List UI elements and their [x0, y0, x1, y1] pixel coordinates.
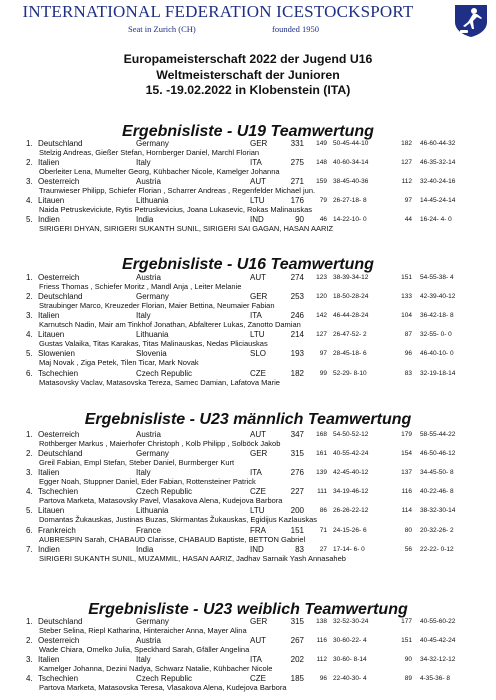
result-sets2: 46-40-10- 0 — [420, 350, 454, 358]
icestock-player-logo-icon — [452, 2, 490, 38]
result-team: Italien — [38, 655, 60, 665]
result-names: Naida Petruskeviciute, Rytis Petruskevicius, Joana Lukasevic, Rokas Malinauskas — [39, 205, 313, 215]
result-code: AUT — [250, 177, 266, 187]
result-rank: 5. — [26, 215, 33, 225]
table-row — [0, 449, 496, 469]
result-team: Slowenien — [38, 349, 75, 359]
result-team: Frankreich — [38, 525, 76, 535]
result-eng: France — [136, 525, 161, 535]
table-row — [0, 177, 496, 197]
table-row — [0, 545, 496, 565]
result-code: GER — [250, 449, 268, 459]
result-tot: 127 — [316, 331, 327, 339]
result-eng: Czech Republic — [136, 487, 193, 497]
table-row — [0, 506, 496, 526]
result-sets2: 16-24- 4- 0 — [420, 216, 452, 224]
result-names: Matasovsky Vaclav, Matasovska Tereza, Samec Damian, Lafatova Marie — [39, 377, 280, 387]
result-rank: 1. — [26, 139, 33, 148]
result-sets2: 32-40-24-16 — [420, 178, 456, 186]
result-rank: 1. — [26, 273, 33, 282]
result-tot2: 137 — [401, 469, 412, 477]
result-sets: 38-45-40-36 — [333, 178, 369, 186]
result-sets: 46-44-28-24 — [333, 312, 369, 320]
federation-seat: Seat in Zurich (CH) — [128, 24, 196, 34]
result-eng: India — [136, 215, 154, 225]
result-code: AUT — [250, 273, 266, 282]
result-rank: 4. — [26, 487, 33, 497]
result-pts: 83 — [295, 544, 304, 554]
result-eng: Lithuania — [136, 506, 169, 516]
result-pts: 274 — [290, 273, 304, 282]
result-names: Stelzig Andreas, Gießer Stefan, Hornberger Daniel, Marchl Florian — [39, 148, 260, 157]
result-pts: 202 — [290, 655, 304, 665]
result-tot: 112 — [316, 656, 327, 664]
result-names: Egger Noah, Stuppner Daniel, Eder Fabian, Rottensteiner Patrick — [39, 477, 256, 487]
result-sets: 32-52-30-24 — [333, 618, 369, 625]
result-sets2: 46-50-46-12 — [420, 450, 456, 458]
result-code: LTU — [250, 196, 265, 206]
result-team: Deutschland — [38, 617, 83, 626]
result-sets: 38-39-34-12 — [333, 274, 369, 281]
result-pts: 193 — [290, 349, 304, 359]
table-row — [0, 617, 496, 637]
result-team: Italien — [38, 468, 60, 478]
result-tot2: 116 — [401, 488, 412, 496]
result-names: SIRIGERI DHYAN, SIRIGERI SUKANTH SUNIL, SIRIGERI SAI GAGAN, HASAN AARIZ — [39, 224, 334, 234]
result-sets2: 40-55-60-22 — [420, 618, 456, 625]
result-tot: 148 — [316, 159, 327, 167]
result-eng: Slovenia — [136, 349, 167, 359]
result-sets: 18-50-28-24 — [333, 293, 369, 301]
result-sets2: 34-45-50- 8 — [420, 469, 454, 477]
result-tot: 149 — [316, 140, 327, 147]
result-code: IND — [250, 215, 264, 225]
result-tot: 161 — [316, 450, 327, 458]
result-eng: Italy — [136, 468, 151, 478]
result-code: GER — [250, 292, 268, 302]
result-tot2: 179 — [401, 431, 412, 438]
result-rank: 3. — [26, 468, 33, 478]
result-pts: 253 — [290, 292, 304, 302]
result-rank: 3. — [26, 177, 33, 187]
result-sets2: 34-32-12-12 — [420, 656, 456, 664]
result-names: AUBRESPIN Sarah, CHABAUD Clarisse, CHABAUD Baptiste, BETTON Gabriel — [39, 534, 306, 544]
result-sets2: 32-55- 0- 0 — [420, 331, 452, 339]
table-row — [0, 349, 496, 369]
result-team: Tschechien — [38, 487, 79, 497]
result-sets: 30-60-22- 4 — [333, 637, 367, 645]
result-pts: 347 — [290, 430, 304, 439]
result-tot2: 104 — [401, 312, 412, 320]
result-pts: 267 — [290, 636, 304, 646]
result-code: CZE — [250, 487, 266, 497]
result-eng: Lithuania — [136, 330, 169, 340]
result-team: Litauen — [38, 506, 65, 516]
result-team: Indien — [38, 544, 60, 554]
result-sets: 52-29- 8-10 — [333, 369, 367, 377]
table-row — [0, 636, 496, 656]
table-row — [0, 330, 496, 350]
result-team: Deutschland — [38, 292, 83, 302]
result-tot2: 44 — [404, 216, 412, 224]
result-pts: 331 — [290, 139, 304, 148]
result-tot2: 112 — [401, 178, 412, 186]
result-rank: 4. — [26, 196, 33, 206]
result-sets2: 20-32-26- 2 — [420, 526, 454, 534]
table-row — [0, 369, 496, 389]
result-sets2: 40-45-42-24 — [420, 637, 456, 645]
section-title: Ergebnisliste - U16 Teamwertung — [122, 256, 374, 273]
result-pts: 90 — [295, 215, 304, 225]
result-tot: 116 — [316, 637, 327, 645]
result-tot2: 114 — [401, 507, 412, 515]
result-sets: 26-26-22-12 — [333, 507, 369, 515]
table-row — [0, 430, 496, 450]
result-rank: 2. — [26, 292, 33, 302]
result-sets2: 54-55-38- 4 — [420, 274, 454, 281]
result-tot: 79 — [319, 197, 327, 205]
result-pts: 271 — [290, 177, 304, 187]
result-sets: 54-50-52-12 — [333, 431, 369, 438]
result-eng: India — [136, 544, 154, 554]
result-team: Oesterreich — [38, 636, 80, 646]
result-names: Partova Marketa, Matasovska Teresa, Vlasakova Alena, Kudejova Barbora — [39, 683, 287, 693]
result-tot: 86 — [319, 507, 327, 515]
result-pts: 315 — [290, 449, 304, 459]
result-sets2: 22-22- 0-12 — [420, 545, 454, 553]
table-row — [0, 196, 496, 216]
result-tot2: 151 — [401, 637, 412, 645]
result-tot2: 182 — [401, 140, 412, 147]
table-row — [0, 215, 496, 235]
result-sets2: 32-19-18-14 — [420, 369, 456, 377]
result-pts: 182 — [290, 368, 304, 378]
result-eng: Germany — [136, 449, 169, 459]
result-eng: Austria — [136, 636, 161, 646]
table-row — [0, 273, 496, 293]
result-sets: 28-45-18- 6 — [333, 350, 367, 358]
result-sets2: 14-45-24-14 — [420, 197, 456, 205]
result-names: Partova Marketa, Matasovsky Pavel, Vlasakova Alena, Kudejova Barbora — [39, 496, 283, 506]
result-tot: 99 — [319, 369, 327, 377]
result-team: Deutschland — [38, 449, 83, 459]
result-eng: Germany — [136, 617, 169, 626]
result-tot2: 87 — [404, 331, 412, 339]
result-sets2: 42-39-40-12 — [420, 293, 456, 301]
result-sets2: 4-35-36- 8 — [420, 675, 450, 683]
result-team: Deutschland — [38, 139, 83, 148]
result-sets2: 38-32-30-14 — [420, 507, 456, 515]
event-titles — [0, 52, 496, 99]
federation-name: INTERNATIONAL FEDERATION ICESTOCKSPORT — [22, 2, 414, 21]
result-team: Oesterreich — [38, 177, 80, 187]
result-code: GER — [250, 139, 268, 148]
result-tot: 142 — [316, 312, 327, 320]
table-row — [0, 655, 496, 675]
result-sets: 30-60- 8-14 — [333, 656, 367, 664]
result-sets2: 58-55-44-22 — [420, 431, 456, 438]
result-pts: 151 — [290, 525, 304, 535]
result-team: Litauen — [38, 196, 65, 206]
result-code: ITA — [250, 468, 262, 478]
result-names: Wade Chiara, Omelko Julia, Speckhard Sarah, Gfäller Angelina — [39, 645, 250, 655]
result-code: CZE — [250, 368, 266, 378]
result-rank: 1. — [26, 430, 33, 439]
result-tot: 139 — [316, 469, 327, 477]
result-team: Oesterreich — [38, 273, 80, 282]
result-code: FRA — [250, 525, 266, 535]
result-tot2: 96 — [404, 350, 412, 358]
result-code: IND — [250, 544, 264, 554]
result-tot: 159 — [316, 178, 327, 186]
result-code: ITA — [250, 311, 262, 321]
result-tot2: 83 — [404, 369, 412, 377]
table-row — [0, 468, 496, 488]
result-code: SLO — [250, 349, 267, 359]
result-sets: 40-60-34-14 — [333, 159, 369, 167]
result-eng: Lithuania — [136, 196, 169, 206]
result-sets: 26-47-52- 2 — [333, 331, 367, 339]
result-sets: 24-15-26- 6 — [333, 526, 367, 534]
result-tot2: 90 — [404, 656, 412, 664]
result-sets2: 40-22-46- 8 — [420, 488, 454, 496]
result-rank: 1. — [26, 617, 33, 626]
result-names: Steber Selina, Riepl Katharina, Hinteraicher Anna, Mayer Alina — [39, 626, 247, 635]
result-tot: 123 — [316, 274, 327, 281]
result-sets: 50-45-44-10 — [333, 140, 369, 147]
result-tot: 97 — [319, 350, 327, 358]
result-team: Oesterreich — [38, 430, 80, 439]
result-tot2: 133 — [401, 293, 412, 301]
result-rank: 5. — [26, 506, 33, 516]
result-eng: Italy — [136, 655, 151, 665]
section-title: Ergebnisliste - U23 männlich Teamwertung — [84, 411, 412, 428]
result-team: Litauen — [38, 330, 65, 340]
federation-founded: founded 1950 — [272, 24, 319, 34]
result-code: ITA — [250, 655, 262, 665]
result-names: Domantas Žukauskas, Justinas Buzas, Skirmantas Žukauskas, Egidijus Kazlauskas — [39, 515, 318, 525]
result-names: Traunwieser Philipp, Schiefer Florian , Scharrer Andreas , Regenfelder Michael jun. — [39, 186, 316, 196]
result-tot2: 56 — [404, 545, 412, 553]
result-pts: 227 — [290, 487, 304, 497]
result-tot2: 80 — [404, 526, 412, 534]
section-title: Ergebnisliste - U19 Teamwertung — [122, 123, 374, 140]
result-pts: 185 — [290, 674, 304, 684]
result-rank: 4. — [26, 330, 33, 340]
result-sets: 42-45-40-12 — [333, 469, 369, 477]
result-team: Tschechien — [38, 368, 79, 378]
result-names: Karnutsch Nadin, Mair am Tinkhof Jonathan, Abfalterer Lukas, Zanotto Damian — [39, 320, 301, 330]
result-rank: 6. — [26, 525, 33, 535]
result-eng: Czech Republic — [136, 674, 193, 684]
result-eng: Italy — [136, 158, 151, 168]
result-pts: 315 — [290, 617, 304, 626]
result-tot2: 154 — [401, 450, 412, 458]
result-tot2: 177 — [401, 618, 412, 625]
result-code: CZE — [250, 674, 266, 684]
result-eng: Germany — [136, 292, 169, 302]
result-rank: 2. — [26, 636, 33, 646]
result-rank: 3. — [26, 655, 33, 665]
table-row — [0, 139, 496, 159]
result-sets: 34-19-46-12 — [333, 488, 369, 496]
result-eng: Czech Republic — [136, 368, 193, 378]
table-row — [0, 674, 496, 694]
result-sets: 17-14- 6- 0 — [333, 545, 365, 553]
result-rank: 2. — [26, 158, 33, 168]
result-names: Greil Fabian, Empl Stefan, Steber Daniel, Burmberger Kurt — [39, 458, 235, 468]
result-pts: 214 — [290, 330, 304, 340]
result-code: LTU — [250, 330, 265, 340]
result-names: Rothberger Markus , Maierhofer Christoph , Kolb Philipp , Solböck Jakob — [39, 439, 281, 448]
result-names: Gustas Valaika, Titas Karakas, Titas Malinauskas, Nedas Pliciauskas — [39, 339, 268, 349]
result-tot: 111 — [317, 488, 327, 496]
result-names: Straubinger Marco, Kreuzeder Florian, Maier Bettina, Neumaier Fabian — [39, 301, 275, 311]
result-team: Italien — [38, 311, 60, 321]
result-pts: 276 — [290, 468, 304, 478]
result-eng: Germany — [136, 139, 169, 148]
result-sets2: 36-42-18- 8 — [420, 312, 454, 320]
result-tot2: 151 — [401, 274, 412, 281]
event-title-line-3: 15. -19.02.2022 in Klobenstein (ITA) — [145, 83, 351, 97]
result-names: Kamelger Johanna, Dezini Nadya, Schwarz Natalie, Kühbacher Nicole — [39, 664, 273, 674]
result-rank: 2. — [26, 449, 33, 459]
result-rank: 4. — [26, 674, 33, 684]
result-sets2: 46-35-32-14 — [420, 159, 456, 167]
result-code: ITA — [250, 158, 262, 168]
result-sets: 14-22-10- 0 — [333, 216, 367, 224]
result-pts: 176 — [290, 196, 304, 206]
federation-header — [0, 0, 496, 44]
result-team: Indien — [38, 215, 60, 225]
table-row — [0, 292, 496, 312]
result-rank: 7. — [26, 544, 33, 554]
event-title-line-2: Weltmeisterschaft der Junioren — [156, 67, 340, 82]
result-code: LTU — [250, 506, 265, 516]
result-rank: 3. — [26, 311, 33, 321]
result-tot: 120 — [316, 293, 327, 301]
result-team: Italien — [38, 158, 60, 168]
result-tot: 96 — [319, 675, 327, 683]
result-code: AUT — [250, 430, 266, 439]
result-pts: 246 — [290, 311, 304, 321]
result-rank: 6. — [26, 368, 33, 378]
result-sets: 40-55-42-24 — [333, 450, 369, 458]
result-tot2: 89 — [404, 675, 412, 683]
result-names: Maj Novak , Ziga Petek, Tilen Ticar, Mark Novak — [39, 358, 199, 368]
result-names: Oberleiter Lena, Mumelter Georg, Kühbacher Nicole, Kamelger Johanna — [39, 167, 280, 177]
table-row — [0, 158, 496, 178]
result-eng: Austria — [136, 177, 161, 187]
result-tot2: 97 — [404, 197, 412, 205]
result-tot: 46 — [319, 216, 327, 224]
event-title-line-1: Europameisterschaft 2022 der Jugend U16 — [123, 52, 373, 66]
result-sets: 26-27-18- 8 — [333, 197, 367, 205]
table-row — [0, 487, 496, 507]
table-row — [0, 311, 496, 331]
result-eng: Austria — [136, 430, 161, 439]
result-names: Friess Thomas , Schiefer Moritz , Mandl Anja , Leiter Melanie — [39, 282, 242, 291]
result-rank: 5. — [26, 349, 33, 359]
table-row — [0, 526, 496, 546]
result-sets2: 46-60-44-32 — [420, 140, 456, 147]
result-tot: 71 — [319, 526, 327, 534]
result-tot: 27 — [319, 545, 327, 553]
result-tot: 138 — [316, 618, 327, 625]
result-tot: 168 — [316, 431, 327, 438]
result-pts: 200 — [290, 506, 304, 516]
result-eng: Italy — [136, 311, 151, 321]
result-team: Tschechien — [38, 674, 79, 684]
section-title: Ergebnisliste - U23 weiblich Teamwertung — [88, 601, 408, 618]
result-sets: 22-40-30- 4 — [333, 675, 367, 683]
result-eng: Austria — [136, 273, 161, 282]
result-code: AUT — [250, 636, 266, 646]
result-tot2: 127 — [401, 159, 412, 167]
result-code: GER — [250, 617, 268, 626]
result-names: SIRIGERI SUKANTH SUNIL, MUZAMMIL, HASAN AARIZ, Jadhav Sarnaik Yash Annasaheb — [39, 553, 346, 563]
result-pts: 275 — [290, 158, 304, 168]
